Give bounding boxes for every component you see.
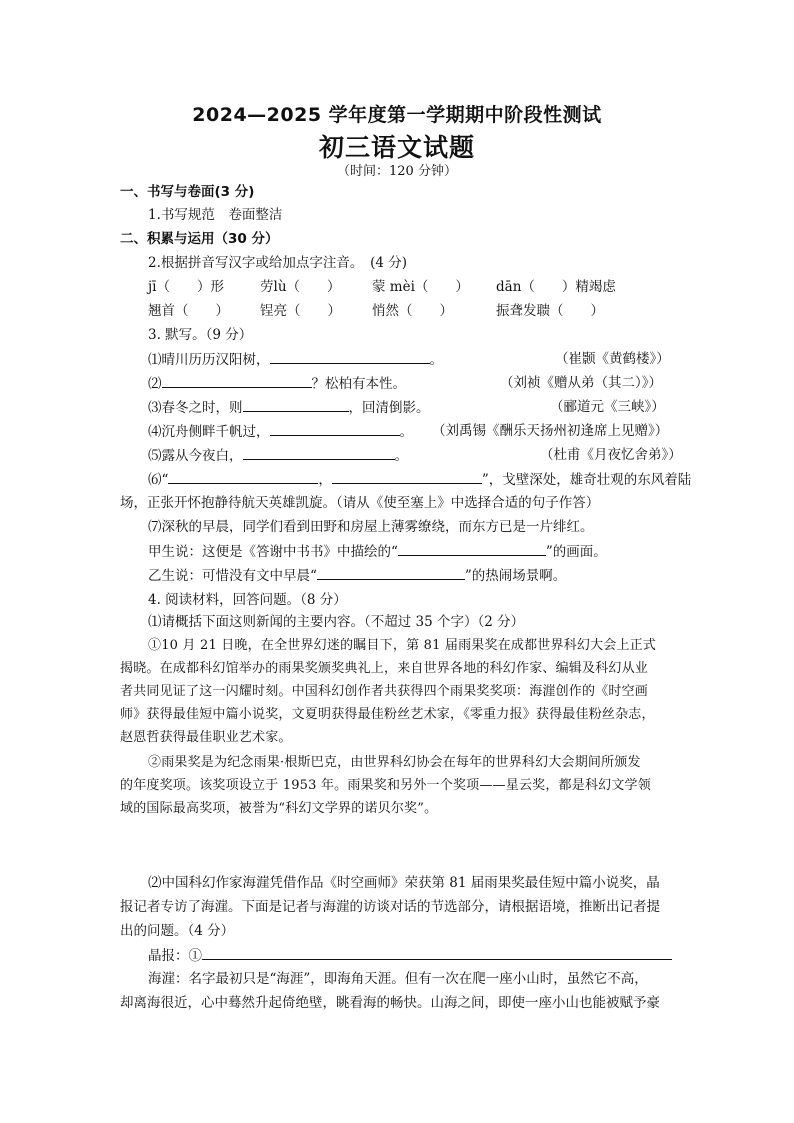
news-line: 揭晓。在成都科幻馆举办的雨果奖颁奖典礼上，来自世界各地的科幻作家、编辑及科幻从业 — [120, 661, 649, 676]
q3-line3-end: ，回清倒影。 — [348, 400, 430, 416]
q4-sub2-line: 报记者专访了海漄。下面是记者与海漄的访谈对话的节选部分，请根据语境，推断出记者提 — [120, 899, 660, 915]
q2-item-3: 蒙 mèi（ ） — [372, 279, 469, 295]
answer-blank[interactable] — [270, 421, 400, 436]
q2-item-7: 悄然（ ） — [372, 303, 453, 319]
q3-line4 — [148, 421, 413, 442]
q3-line6-end: ”，戈壁深处，雄奇壮观的东风着陆 — [481, 472, 692, 488]
exam-time: （时间：120 分钟） — [337, 164, 457, 179]
q3-line4-source: （刘禹锡《酬乐天扬州初逢席上见赠》） — [432, 423, 669, 439]
answer-blank[interactable] — [398, 541, 546, 556]
q3-line6-text: ⑹“ — [148, 472, 169, 488]
answer-blank[interactable] — [243, 445, 395, 460]
q2-item-5: 翘首（ ） — [148, 303, 229, 319]
news-line: 的年度奖项。该奖项设立于 1953 年。雨果奖和另外一个奖项——星云奖，都是科幻文学领 — [120, 778, 651, 793]
section1-item: 1.书写规范 卷面整洁 — [148, 207, 283, 223]
q3-line3 — [148, 397, 430, 418]
q2-item-2: 劳lù（ ） — [260, 279, 341, 295]
q3-line6 — [148, 469, 691, 490]
q3-line1-end: 。 — [429, 352, 443, 368]
q3-line5-source: （杜甫《月夜忆舍弟》） — [540, 447, 682, 463]
q3-line7a-end: ”的画面。 — [545, 544, 607, 560]
q2-item-6: 锃亮（ ） — [260, 303, 341, 319]
q3-line3-source: （郦道元《三峡》） — [550, 399, 665, 415]
section2-heading: 二、积累与运用（30 分） — [120, 231, 279, 247]
answer-blank[interactable] — [202, 945, 672, 960]
q2-item-1: jī（ ）形 — [148, 279, 225, 295]
q3-line2-source: （刘祯《赠从弟（其二）》） — [500, 375, 662, 391]
reporter-question — [148, 945, 672, 966]
q3-line7b-text: 乙生说：可惜没有文中早晨“ — [148, 568, 317, 584]
q3-line1-source: （崔颢《黄鹤楼》） — [555, 351, 670, 367]
q3-line4-text: ⑷沉舟侧畔千帆过， — [148, 424, 270, 440]
answer-blank[interactable] — [317, 565, 465, 580]
answer-blank[interactable] — [270, 349, 430, 364]
answer-blank[interactable] — [332, 469, 482, 484]
news-line: 赵恩哲获得最佳职业艺术家。 — [120, 730, 292, 745]
q3-line7b — [148, 565, 566, 586]
q4-sub2-line: 出的问题。（4 分） — [120, 923, 235, 939]
reporter-label: 晶报：① — [148, 948, 202, 964]
q3-line2-text: ⑵ — [148, 376, 162, 392]
q2-prompt: 2.根据拼音写汉字或给加点字注音。 (4 分) — [148, 255, 408, 271]
section1-heading: 一、书写与卷面(3 分) — [120, 184, 255, 200]
q3-prompt: 3. 默写。（9 分） — [148, 327, 253, 343]
q3-line1-text: ⑴晴川历历汉阳树， — [148, 352, 270, 368]
q3-line1 — [148, 349, 443, 370]
answer-blank[interactable] — [243, 397, 349, 412]
q2-item-8: 振聋发聩（ ） — [496, 303, 604, 319]
q3-line3-text: ⑶春冬之时，则 — [148, 400, 243, 416]
exam-title: 2024—2025 学年度第一学期期中阶段性测试 — [192, 104, 602, 126]
q3-line2-end: ？松柏有本性。 — [311, 376, 406, 392]
news-line: 师》获得最佳短中篇小说奖，文夏明获得最佳粉丝艺术家，《零重力报》获得最佳粉丝杂志， — [120, 707, 655, 722]
q3-line6-cont: 场，正张开怀抱静待航天英雄凯旋。（请从《使至塞上》中选择合适的句子作答） — [120, 495, 600, 511]
q3-line5-end: 。 — [394, 448, 408, 464]
interview-answer-line: 却离海很近，心中蓦然升起倚绝壁，眺看海的畅快。山海之间，即使一座小山也能被赋予豪 — [120, 995, 660, 1011]
q4-sub1: ⑴请概括下面这则新闻的主要内容。（不超过 35 个字）（2 分） — [148, 614, 525, 630]
q3-line5 — [148, 445, 408, 466]
q2-item-4: dān（ ）精竭虑 — [496, 279, 616, 295]
q3-line7a — [148, 541, 607, 562]
interview-answer-line: 海漄：名字最初只是“海涯”，即海角天涯。但有一次在爬一座小山时，虽然它不高， — [148, 971, 648, 987]
q3-line7a-text: 甲生说：这便是《答谢中书书》中描绘的“ — [148, 544, 398, 560]
q3-line2 — [148, 373, 406, 394]
q3-line5-text: ⑸露从今夜白， — [148, 448, 243, 464]
news-line: ①10 月 21 日晚，在全世界幻迷的瞩目下，第 81 届雨果奖在成都世界科幻大会上正式 — [148, 638, 657, 653]
exam-subtitle: 初三语文试题 — [318, 133, 475, 162]
answer-blank[interactable] — [162, 373, 312, 388]
news-line: ②雨果奖是为纪念雨果·根斯巴克，由世界科幻协会在每年的世界科幻大会期间所颁发 — [148, 755, 641, 770]
news-line: 者共同见证了这一闪耀时刻。中国科幻创作者共获得四个雨果奖奖项：海漄创作的《时空画 — [120, 684, 649, 699]
q3-line7b-end: ”的热闹场景啊。 — [464, 568, 567, 584]
answer-blank[interactable] — [168, 469, 318, 484]
q3-line7: ⑺深秋的早晨，同学们看到田野和房屋上薄雾缭绕，而东方已是一片绯红。 — [148, 519, 594, 535]
news-line: 域的国际最高奖项，被誉为“科幻文学界的诺贝尔奖”。 — [120, 801, 438, 816]
q4-sub2-line: ⑵中国科幻作家海漄凭借作品《时空画师》荣获第 81 届雨果奖最佳短中篇小说奖，晶 — [148, 875, 660, 891]
q3-line4-end: 。 — [399, 424, 413, 440]
q3-line6-comma: ， — [318, 472, 332, 488]
q4-prompt: 4. 阅读材料，回答问题。（8 分） — [148, 592, 347, 608]
